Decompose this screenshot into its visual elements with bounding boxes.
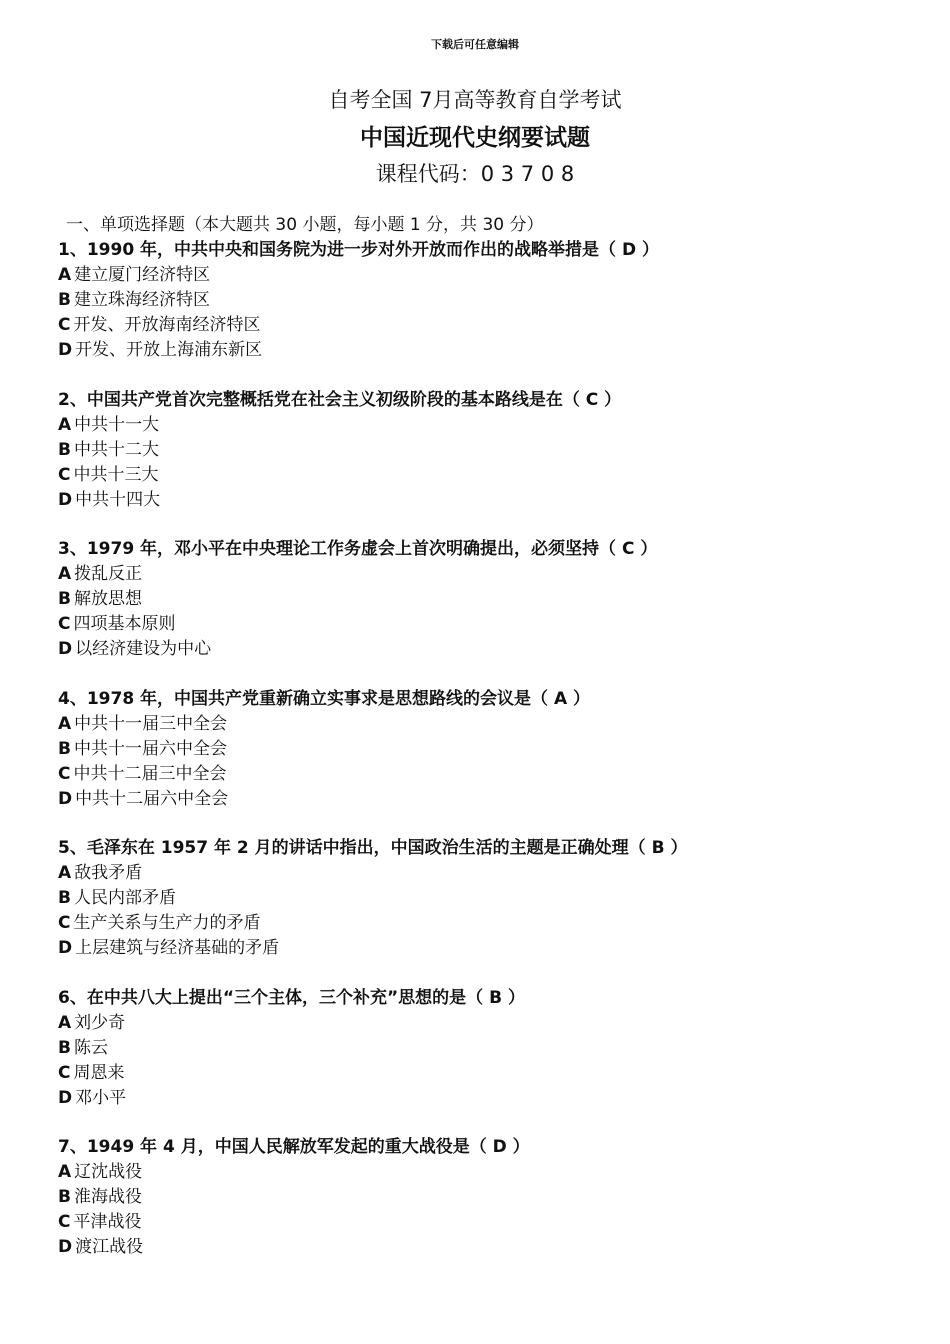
- option-c: [58, 1061, 918, 1086]
- option-text: 辽沈战役: [74, 1162, 143, 1182]
- option-text: 邓小平: [75, 1087, 127, 1108]
- question-text: 2、中国共产党首次完整概括党在社会主义初级阶段的基本路线是在（ C ）: [58, 389, 622, 410]
- option-a: [58, 562, 918, 587]
- option-text: 四项基本原则: [73, 614, 176, 634]
- option-text: 陈云: [73, 1037, 108, 1058]
- option-text: 中共十三大: [73, 464, 159, 485]
- question-text: 7、1949 年 4 月，中国人民解放军发起的重大战役是（ D ）: [58, 1137, 530, 1157]
- option-text: 生产关系与生产力的矛盾: [73, 913, 261, 933]
- option-b: [58, 737, 918, 762]
- question-6: [58, 986, 918, 1111]
- option-letter: D: [58, 1087, 73, 1108]
- question-1: [58, 238, 918, 363]
- option-text: 建立厦门经济特区: [74, 265, 211, 285]
- header-note: 下载后可任意编辑: [431, 38, 519, 51]
- option-c: [58, 463, 918, 488]
- option-d: [58, 787, 918, 812]
- option-letter: C: [58, 913, 71, 933]
- question-3: [58, 537, 918, 662]
- option-text: 中共十一届三中全会: [74, 713, 228, 734]
- option-c: [58, 911, 918, 936]
- option-text: 敌我矛盾: [74, 863, 143, 883]
- option-b: [58, 438, 918, 463]
- option-text: 开发、开放海南经济特区: [73, 315, 261, 335]
- option-text: 渡江战役: [75, 1237, 144, 1257]
- option-text: 以经济建设为中心: [75, 639, 212, 659]
- option-letter: D: [58, 340, 73, 360]
- option-letter: D: [58, 788, 73, 809]
- option-letter: D: [58, 639, 73, 659]
- option-text: 平津战役: [73, 1212, 142, 1232]
- option-c: [58, 762, 918, 787]
- option-d: [58, 637, 918, 662]
- option-letter: B: [58, 888, 71, 908]
- option-text: 刘少奇: [74, 1012, 126, 1033]
- question-text: 5、毛泽东在 1957 年 2 月的讲话中指出，中国政治生活的主题是正确处理（ B ）: [58, 838, 688, 858]
- option-letter: C: [58, 1062, 71, 1083]
- option-letter: C: [58, 315, 71, 335]
- question-7: [58, 1135, 918, 1260]
- option-letter: A: [58, 1162, 72, 1182]
- option-letter: A: [58, 265, 72, 285]
- option-letter: B: [58, 1187, 71, 1207]
- option-d: [58, 1086, 918, 1111]
- option-letter: B: [58, 589, 71, 609]
- course-code: 课程代码：0 3 7 0 8: [375, 162, 575, 186]
- option-text: 建立珠海经济特区: [73, 290, 210, 310]
- option-letter: C: [58, 763, 71, 784]
- option-c: [58, 612, 918, 637]
- option-letter: A: [58, 1012, 72, 1033]
- option-letter: A: [58, 564, 72, 584]
- option-text: 中共十一大: [74, 414, 160, 435]
- option-a: [58, 712, 918, 737]
- option-letter: B: [58, 1037, 71, 1058]
- option-d: [58, 338, 918, 363]
- option-b: [58, 886, 918, 911]
- option-a: [58, 413, 918, 438]
- option-text: 中共十四大: [75, 489, 161, 510]
- option-text: 周恩来: [73, 1062, 125, 1083]
- question-content: [58, 213, 918, 1285]
- option-text: 中共十一届六中全会: [73, 738, 227, 759]
- option-text: 中共十二届六中全会: [75, 788, 229, 809]
- option-letter: B: [58, 439, 71, 460]
- option-a: [58, 1011, 918, 1036]
- option-letter: D: [58, 938, 73, 958]
- question-text: 6、在中共八大上提出“三个主体，三个补充”思想的是（ B ）: [58, 987, 525, 1008]
- option-text: 解放思想: [73, 589, 142, 609]
- option-text: 拨乱反正: [74, 564, 143, 584]
- section-heading: 一、单项选择题（本大题共 30 小题，每小题 1 分，共 30 分）: [66, 215, 544, 235]
- option-letter: C: [58, 1212, 71, 1232]
- option-c: [58, 1210, 918, 1235]
- option-d: [58, 488, 918, 513]
- option-d: [58, 936, 918, 961]
- question-4: [58, 687, 918, 812]
- option-letter: B: [58, 738, 71, 759]
- option-letter: A: [58, 713, 72, 734]
- option-text: 中共十二大: [73, 439, 159, 460]
- option-d: [58, 1235, 918, 1260]
- question-2: [58, 388, 918, 513]
- option-text: 淮海战役: [73, 1187, 142, 1207]
- question-text: 4、1978 年，中国共产党重新确立实事求是思想路线的会议是（ A ）: [58, 688, 591, 709]
- option-b: [58, 1185, 918, 1210]
- option-a: [58, 263, 918, 288]
- option-letter: D: [58, 489, 73, 510]
- question-text: 1、1990 年，中共中央和国务院为进一步对外开放而作出的战略举措是（ D ）: [58, 240, 660, 260]
- option-letter: A: [58, 414, 72, 435]
- option-b: [58, 1036, 918, 1061]
- option-b: [58, 587, 918, 612]
- option-a: [58, 1160, 918, 1185]
- option-letter: A: [58, 863, 72, 883]
- question-text: 3、1979 年，邓小平在中央理论工作务虚会上首次明确提出，必须坚持（ C ）: [58, 539, 658, 559]
- option-b: [58, 288, 918, 313]
- option-letter: D: [58, 1237, 73, 1257]
- option-text: 上层建筑与经济基础的矛盾: [75, 938, 280, 958]
- option-c: [58, 313, 918, 338]
- title-block: [0, 86, 950, 190]
- option-text: 中共十二届三中全会: [73, 763, 227, 784]
- option-letter: C: [58, 464, 71, 485]
- option-a: [58, 861, 918, 886]
- question-5: [58, 836, 918, 961]
- option-letter: B: [58, 290, 71, 310]
- exam-title: 自考全国 7月高等教育自学考试: [328, 88, 622, 112]
- paper-title: 中国近现代史纲要试题: [360, 125, 590, 151]
- option-text: 开发、开放上海浦东新区: [75, 340, 263, 360]
- option-letter: C: [58, 614, 71, 634]
- option-text: 人民内部矛盾: [73, 888, 176, 908]
